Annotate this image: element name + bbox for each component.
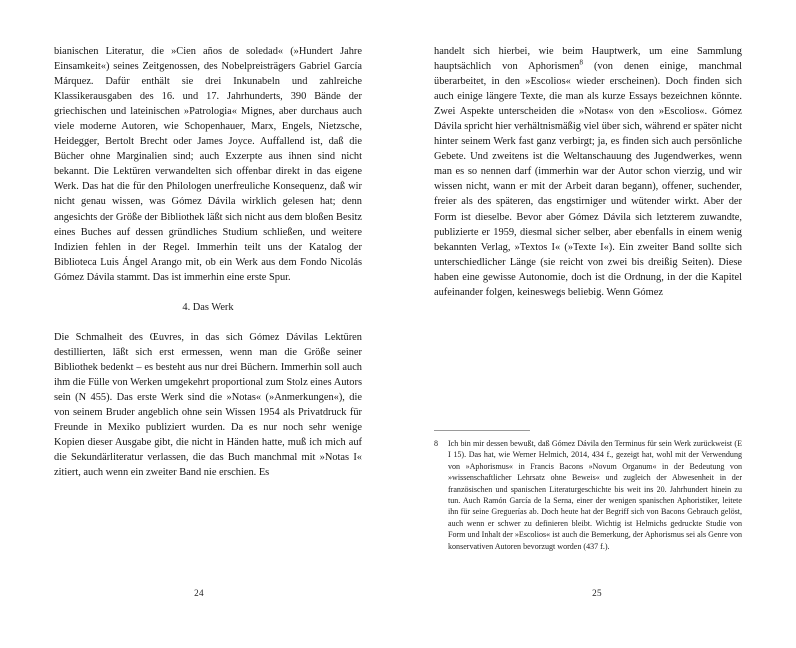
page-number-left: 24 [194,588,204,598]
left-page-body [54,44,362,285]
left-page-body-after-heading [54,330,362,480]
paragraph: bianischen Literatur, die »Cien años de soledad« (»Hundert Jahre Einsamkeit«) seines Zeitgenossen, des Nobelpreisträgers Gabriel García Márquez. Dafür enthält sie drei Inkunabeln und zahlreiche Klassikerausgaben des 16. und 17. Jahrhunderts, 390 Bände der griechischen und lateinischen »Patrologia« Mignes, aber durchaus auch viele moderne Autoren, wie Schopenhauer, Marx, Engels, Nietzsche, Heidegger, Bertolt Brecht oder James Joyce. Auffallend ist, daß die Bücher ohne Marginalien sind; auch Exzerpte aus ihnen sind nicht bekannt. Die Lektüren verwandelten sich offenbar direkt in das eigene Werk. Das hat die für den Philologen unerfreuliche Konsequenz, daß wir nicht genau wissen, was Gómez Dávila wirklich gelesen hat; denn angesichts der Größe der Bibliothek läßt sich nicht aus dem bloßen Besitz eines Buches auf dessen gründliches Studium schließen, und weitere Indizien fehlen in der Regel. Immerhin teilt uns der Katalog der Biblioteca Luis Ángel Arango mit, ob ein Werk aus dem Fondo Nicolás Gómez Dávila stammt. Das ist immerhin eine erste Spur. [54,46,362,283]
footnote [434,438,742,552]
page-number-right: 25 [592,588,602,598]
footnote-marker: 8 [434,438,439,448]
footnote-body [448,438,742,552]
section-heading: 4. Das Werk [182,301,234,313]
right-page-body [434,44,742,300]
paragraph: Die Schmalheit des Œuvres, in das sich Gómez Dávilas Lektüren destillierten, läßt sich erst ermessen, wenn man die Größe seiner Bibliothek bedenkt – es besteht aus nur drei Büchern. Immerhin soll auch ihm die Fülle von Werken umgekehrt proportional zum Stolz eines Autors sein (N 455). Das erste Werk sind die »Notas« (»Anmerkungen«), die von seinem Bruder angeblich ohne sein Wissen 1954 als Privatdruck für Freunde in Mexiko publiziert wurden. Da es nur noch sehr wenige Kopien dieser Ausgabe gibt, die nicht in Händen hatte, muß ich mich auf die Sekundärliteratur verlassen, die das Buch manchmal mit »Notas I« zitiert, auch wenn ein zweiter Band nie erschien. Es [54,331,362,479]
footnote-text: Ich bin mir dessen bewußt, daß Gómez Dávila den Terminus für sein Werk zurückweist (E I 15). Das hat, wie Werner Helmich, 2014, 434 f., gezeigt hat, wohl mit der Verwendung von »Aphorismus« in Francis Bacons »Novum Organum« in der Bedeutung von »wissenschaftlicher Lehrsatz ohne Beweis« und zugleich der Abwesenheit in der französischen und spanischen Literaturgeschichte bis weit ins 20. Jahrhundert hinein zu tun. Auch Ramón García de la Serna, einer der wenigen spanischen Aphoristiker, leitete ihn für seine Greguerías ab. Doch heute hat der Begriff sich von Bacons Gebrauch gelöst, auch wenn er schwer zu definieren bleibt. Wichtig ist Helmichs gedruckte Studie von Form und Inhalt der »Escolios« ist auch die Bemerkung, der Aphorismus sei als Genre von konservativen Autoren bevorzugt worden (437 f.). [448,438,742,551]
page-right [398,0,796,648]
footnote-separator [434,430,530,431]
paragraph: handelt sich hierbei, wie beim Hauptwerk, um eine Sammlung hauptsächlich von Aphorismen$^8$ (von denen einige, manchmal überarbeitet, in den »Escolios« wieder erscheinen). Doch finden sich auch einige längere Texte, die man als kurze Essays bezeichnen könnte. Zwei Aspekte unterscheiden die »Notas« von den »Escolios«. Gómez Dávila spricht hier verhältnismäßig viel über sich, während er später nicht hinter seinem Werk fast ganz verbirgt; ja, es finden sich auch persönliche Gebete. Und zweitens ist die Weltanschauung des Jugendwerkes, wenn man es so nennen darf (immerhin war der Autor schon vierzig, und wir wissen nicht, wann er mit der Arbeit daran begann), offener, suchender, freier als des späteren, das engstirniger und wütender wirkt. Aber der Form ist dieselbe. Bevor aber Gómez Dávila sich letzterem zuwandte, publizierte er 1959, diesmal sicher selber, aber ebenfalls in einem wenig bekannten Verlag, »Textos I« (»Texte I«). Ein zweiter Band sollte sich unterschiedlicher Länge (sie reicht von zwei bis dreißig Seiten). Diese haben eine gewisse Autonomie, doch ist die Ordnung, in der die Kapitel aufeinander folgen, keineswegs beliebig. Wenn Gómez [434,46,742,298]
footnote-area [434,421,742,552]
